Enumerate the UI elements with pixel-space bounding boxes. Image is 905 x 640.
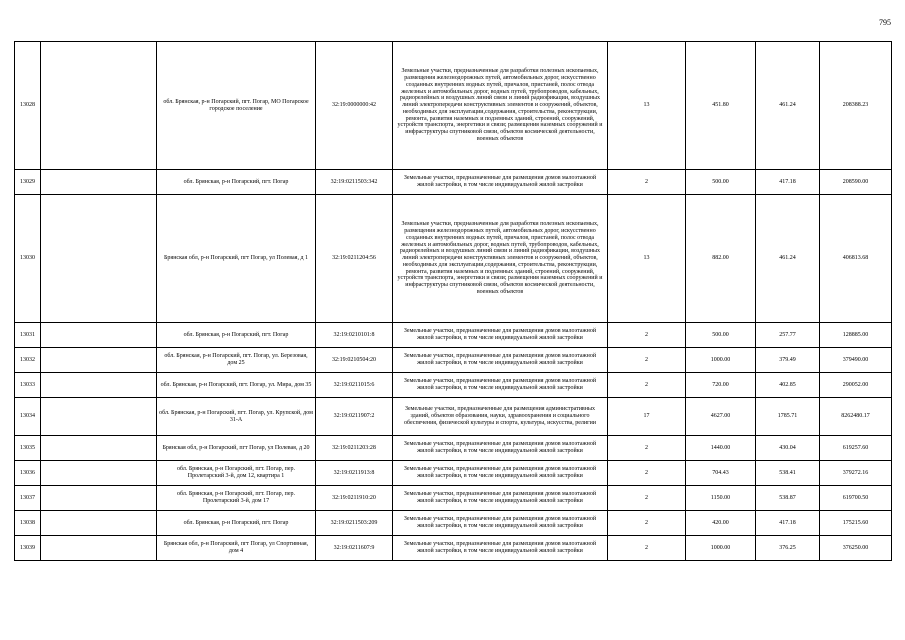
area-cell: 1150.00 xyxy=(686,486,756,511)
area-cell: 500.00 xyxy=(686,170,756,195)
row-id-cell: 13038 xyxy=(15,511,41,536)
cadastral-value-cell: 619700.50 xyxy=(820,486,892,511)
area-cell: 720.00 xyxy=(686,373,756,398)
blank-cell xyxy=(41,436,157,461)
table-row xyxy=(15,398,892,436)
address-cell: обл. Брянская, р-н Погарский, пгт. Погар, ул. Крупской, дом 31-А xyxy=(157,398,316,436)
land-use-description-cell: Земельные участки, предназначенные для размещения домов малоэтажной жилой застройки, в том числе индивидуальной жилой застройки xyxy=(393,348,608,373)
address-cell: обл. Брянская, р-н Погарский, пгт. Погар, пер. Пролетарский 3-й, дом 17 xyxy=(157,486,316,511)
row-id-cell: 13030 xyxy=(15,195,41,323)
group-number-cell: 2 xyxy=(608,373,686,398)
land-use-description-cell: Земельные участки, предназначенные для разработки полезных ископаемых, размещения железнодорожных путей, автомобильных дорог, искусственно созданных внутренних водных путей, причалов, пристаней, полос отвода железных и автомобильных дорог, водных путей, трубопроводов, кабельных, радиорелейных и воздушных линий связи и линий радиофикации, воздушных линий электропередачи конструктивных элементов и сооружений, объектов, необходимых для эксплуатации,содержания, строительства, реконструкции, ремонта, развития наземных и подземных зданий, строений, сооружений, устройств транспорта, энергетики и связи; размещения наземных сооружений и инфраструктуры спутниковой связи, объектов космической деятельности, военных объектов xyxy=(393,195,608,323)
cadastral-number-cell: 32:19:0211607:9 xyxy=(316,536,393,561)
table-row xyxy=(15,348,892,373)
area-cell: 1440.00 xyxy=(686,436,756,461)
area-cell: 704.43 xyxy=(686,461,756,486)
group-number-cell: 2 xyxy=(608,348,686,373)
cadastral-number-cell: 32:19:0000000:42 xyxy=(316,42,393,170)
blank-cell xyxy=(41,323,157,348)
address-cell: Брянская обл, р-н Погарский, пгт Погар, ул Полевая, д 1 xyxy=(157,195,316,323)
address-cell: обл. Брянская, р-н Погарский, пгт. Погар, пер. Пролетарский 3-й, дом 12, квартира 1 xyxy=(157,461,316,486)
row-id-cell: 13036 xyxy=(15,461,41,486)
cadastral-number-cell: 32:19:0211015:6 xyxy=(316,373,393,398)
row-id-cell: 13035 xyxy=(15,436,41,461)
address-cell: обл. Брянская, р-н Погарский, пгт. Погар xyxy=(157,511,316,536)
specific-value-cell: 538.41 xyxy=(756,461,820,486)
group-number-cell: 2 xyxy=(608,536,686,561)
group-number-cell: 2 xyxy=(608,323,686,348)
area-cell: 500.00 xyxy=(686,323,756,348)
specific-value-cell: 376.25 xyxy=(756,536,820,561)
cadastral-number-cell: 32:19:0211907:2 xyxy=(316,398,393,436)
cadastral-value-cell: 208388.23 xyxy=(820,42,892,170)
blank-cell xyxy=(41,536,157,561)
table-row xyxy=(15,170,892,195)
address-cell: обл. Брянская, р-н Погарский, пгт. Погар xyxy=(157,323,316,348)
blank-cell xyxy=(41,42,157,170)
table-row xyxy=(15,536,892,561)
group-number-cell: 2 xyxy=(608,436,686,461)
cadastral-value-cell: 208590.00 xyxy=(820,170,892,195)
specific-value-cell: 1785.71 xyxy=(756,398,820,436)
row-id-cell: 13039 xyxy=(15,536,41,561)
address-cell: Брянская обл, р-н Погарский, пгт Погар, ул Полевая, д 20 xyxy=(157,436,316,461)
cadastral-value-cell: 406813.68 xyxy=(820,195,892,323)
cadastral-value-cell: 175215.60 xyxy=(820,511,892,536)
blank-cell xyxy=(41,170,157,195)
address-cell: обл. Брянская, р-н Погарский, пгт. Погар xyxy=(157,170,316,195)
table-row xyxy=(15,486,892,511)
area-cell: 451.80 xyxy=(686,42,756,170)
group-number-cell: 2 xyxy=(608,511,686,536)
table-row xyxy=(15,323,892,348)
land-use-description-cell: Земельные участки, предназначенные для размещения домов малоэтажной жилой застройки, в том числе индивидуальной жилой застройки xyxy=(393,486,608,511)
cadastral-value-cell: 290052.00 xyxy=(820,373,892,398)
blank-cell xyxy=(41,398,157,436)
group-number-cell: 13 xyxy=(608,195,686,323)
cadastral-number-cell: 32:19:0211204:56 xyxy=(316,195,393,323)
table-row xyxy=(15,461,892,486)
address-cell: обл. Брянская, р-н Погарский, пгт. Погар, ул. Мира, дом 35 xyxy=(157,373,316,398)
cadastral-number-cell: 32:19:0211503:209 xyxy=(316,511,393,536)
land-use-description-cell: Земельные участки, предназначенные для размещения домов малоэтажной жилой застройки, в том числе индивидуальной жилой застройки xyxy=(393,170,608,195)
row-id-cell: 13033 xyxy=(15,373,41,398)
specific-value-cell: 402.85 xyxy=(756,373,820,398)
table-row xyxy=(15,511,892,536)
row-id-cell: 13032 xyxy=(15,348,41,373)
table-row xyxy=(15,195,892,323)
cadastral-value-cell: 8262480.17 xyxy=(820,398,892,436)
blank-cell xyxy=(41,373,157,398)
cadastral-value-cell: 379272.16 xyxy=(820,461,892,486)
cadastral-value-table xyxy=(14,41,892,561)
blank-cell xyxy=(41,195,157,323)
cadastral-number-cell: 32:19:0211913:8 xyxy=(316,461,393,486)
table-row xyxy=(15,373,892,398)
address-cell: обл. Брянская, р-н Погарский, пгт. Погар, ул. Березовая, дом 25 xyxy=(157,348,316,373)
land-use-description-cell: Земельные участки, предназначенные для размещения домов малоэтажной жилой застройки, в том числе индивидуальной жилой застройки xyxy=(393,323,608,348)
land-use-description-cell: Земельные участки, предназначенные для размещения административных зданий, объектов образования, науки, здравоохранения и социального обеспечения, физической культуры и спорта, культуры, искусства, религии xyxy=(393,398,608,436)
specific-value-cell: 461.24 xyxy=(756,42,820,170)
group-number-cell: 2 xyxy=(608,461,686,486)
row-id-cell: 13031 xyxy=(15,323,41,348)
row-id-cell: 13034 xyxy=(15,398,41,436)
page-number: 795 xyxy=(879,18,891,27)
table-row xyxy=(15,436,892,461)
address-cell: обл. Брянская, р-н Погарский, пгт. Погар, МО Погарское городское поселение xyxy=(157,42,316,170)
specific-value-cell: 417.18 xyxy=(756,511,820,536)
cadastral-value-cell: 379490.00 xyxy=(820,348,892,373)
cadastral-number-cell: 32:19:0211203:28 xyxy=(316,436,393,461)
specific-value-cell: 257.77 xyxy=(756,323,820,348)
land-use-description-cell: Земельные участки, предназначенные для размещения домов малоэтажной жилой застройки, в том числе индивидуальной жилой застройки xyxy=(393,511,608,536)
cadastral-value-cell: 619257.60 xyxy=(820,436,892,461)
cadastral-number-cell: 32:19:0211503:342 xyxy=(316,170,393,195)
table-body xyxy=(15,42,892,561)
specific-value-cell: 379.49 xyxy=(756,348,820,373)
blank-cell xyxy=(41,461,157,486)
cadastral-number-cell: 32:19:0210504:20 xyxy=(316,348,393,373)
address-cell: Брянская обл, р-н Погарский, пгт Погар, ул Спортивная, дом 4 xyxy=(157,536,316,561)
land-use-description-cell: Земельные участки, предназначенные для разработки полезных ископаемых, размещения железнодорожных путей, автомобильных дорог, искусственно созданных внутренних водных путей, причалов, пристаней, полос отвода железных и автомобильных дорог, водных путей, трубопроводов, кабельных, радиорелейных и воздушных линий связи и линий радиофикации, воздушных линий электропередачи конструктивных элементов и сооружений, объектов, необходимых для эксплуатации,содержания, строительства, реконструкции, ремонта, развития наземных и подземных зданий, строений, сооружений, устройств транспорта, энергетики и связи; размещения наземных сооружений и инфраструктуры спутниковой связи, объектов космической деятельности, военных объектов xyxy=(393,42,608,170)
blank-cell xyxy=(41,511,157,536)
land-use-description-cell: Земельные участки, предназначенные для размещения домов малоэтажной жилой застройки, в том числе индивидуальной жилой застройки xyxy=(393,373,608,398)
area-cell: 420.00 xyxy=(686,511,756,536)
row-id-cell: 13028 xyxy=(15,42,41,170)
land-use-description-cell: Земельные участки, предназначенные для размещения домов малоэтажной жилой застройки, в том числе индивидуальной жилой застройки xyxy=(393,461,608,486)
area-cell: 4627.00 xyxy=(686,398,756,436)
cadastral-value-cell: 376250.00 xyxy=(820,536,892,561)
cadastral-number-cell: 32:19:0210101:8 xyxy=(316,323,393,348)
blank-cell xyxy=(41,486,157,511)
row-id-cell: 13029 xyxy=(15,170,41,195)
land-use-description-cell: Земельные участки, предназначенные для размещения домов малоэтажной жилой застройки, в том числе индивидуальной жилой застройки xyxy=(393,536,608,561)
group-number-cell: 2 xyxy=(608,170,686,195)
land-use-description-cell: Земельные участки, предназначенные для размещения домов малоэтажной жилой застройки, в том числе индивидуальной жилой застройки xyxy=(393,436,608,461)
area-cell: 1000.00 xyxy=(686,536,756,561)
specific-value-cell: 461.24 xyxy=(756,195,820,323)
cadastral-value-cell: 128885.00 xyxy=(820,323,892,348)
area-cell: 1000.00 xyxy=(686,348,756,373)
specific-value-cell: 417.18 xyxy=(756,170,820,195)
group-number-cell: 17 xyxy=(608,398,686,436)
blank-cell xyxy=(41,348,157,373)
area-cell: 882.00 xyxy=(686,195,756,323)
table-row xyxy=(15,42,892,170)
group-number-cell: 2 xyxy=(608,486,686,511)
group-number-cell: 13 xyxy=(608,42,686,170)
cadastral-number-cell: 32:19:0211910:20 xyxy=(316,486,393,511)
specific-value-cell: 430.04 xyxy=(756,436,820,461)
specific-value-cell: 538.87 xyxy=(756,486,820,511)
row-id-cell: 13037 xyxy=(15,486,41,511)
